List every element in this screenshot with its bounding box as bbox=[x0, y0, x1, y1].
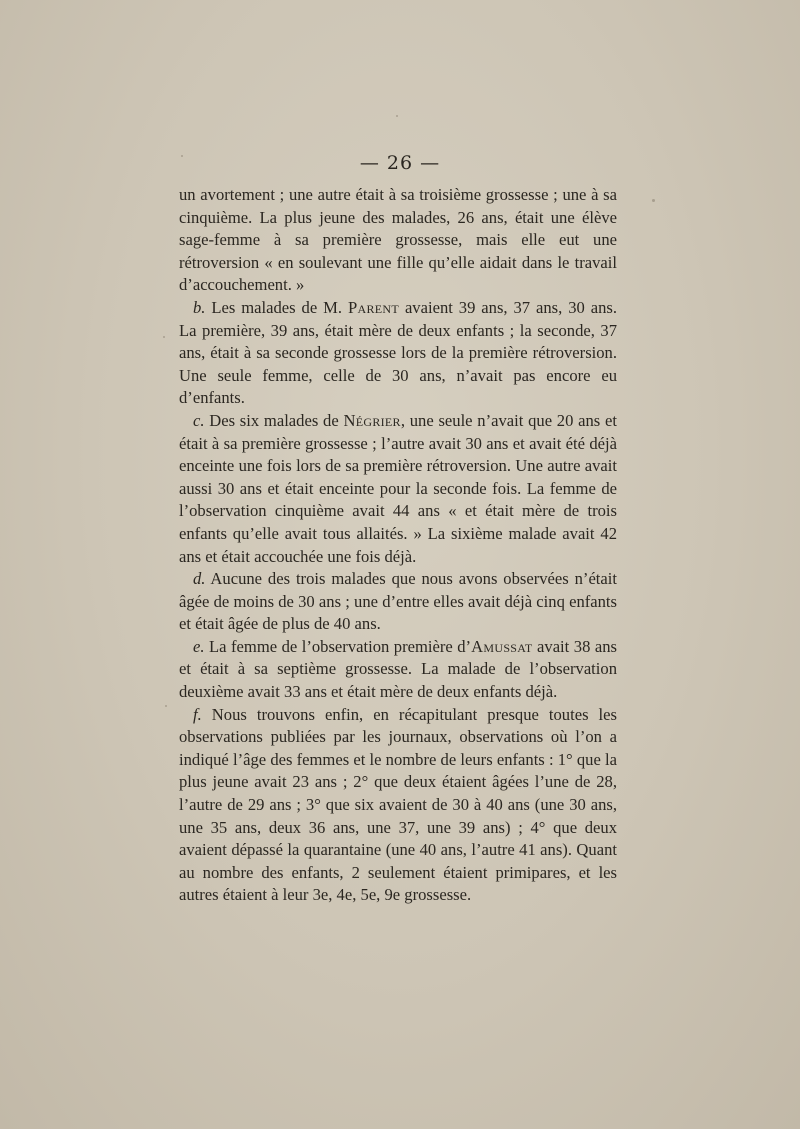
paragraph-text: Les malades de M. bbox=[205, 297, 348, 317]
paragraph-intro bbox=[179, 184, 617, 297]
author-name: Parent bbox=[347, 297, 400, 317]
paragraph-text: Nous trouvons enfin, en récapitulant presque toutes les observations publiées par les journaux, observations où l’on a indiqué l’âge des femmes et le nombre de leurs enfants : 1° que la plus jeune avait 23 ans ; 2° que deux étaient âgées l’une de 28, l’autre de 29 ans ; 3° que six avaient de 30 à 40 ans (une 30 ans, une 35 ans, deux 36 ans, une 37, une 39 ans) ; 4° que deux avaient dépassé la quarantaine (une 40 ans, l’autre 41 ans). Quant au nombre des enfants, 2 seulement étaient primipares, et les autres étaient à leur 3e, 4e, 5e, 9e grossesse. bbox=[179, 704, 617, 905]
author-name: Amussat bbox=[471, 636, 533, 656]
item-letter: c. bbox=[193, 410, 205, 430]
paragraph-text: un avortement ; une autre était à sa troisième grossesse ; une à sa cinquième. La plus jeune des malades, 26 ans, était une élève sage-femme à sa première grossesse, mais elle eut une rétroversion « en soulevant une fille qu’elle aidait dans le travail d’accouchement. » bbox=[179, 185, 617, 295]
paragraph-text: , une seule n’avait que 20 ans et était à sa première grossesse ; l’autre avait 30 ans et avait été déjà enceinte une fois lors de sa première rétroversion. Une autre avait aussi 30 ans et était enceinte pour la seconde fois. La femme de l’observation cinquième avait 44 ans « et était mère de trois enfants qu’elle avait tous allaités. » La sixième malade avait 42 ans et était accouchée une fois déjà. bbox=[179, 410, 617, 566]
paragraph-text: La femme de l’observation première d’ bbox=[204, 636, 472, 656]
paper-speck bbox=[181, 155, 183, 157]
item-letter: e. bbox=[193, 636, 205, 656]
item-letter: d. bbox=[193, 569, 206, 589]
paragraph-c bbox=[179, 410, 617, 568]
paper-speck bbox=[396, 115, 398, 117]
paragraph-e bbox=[179, 636, 617, 704]
page-number: — 26 — bbox=[359, 152, 441, 174]
item-letter: f. bbox=[193, 704, 202, 724]
item-letter: b. bbox=[193, 297, 206, 317]
paragraph-d bbox=[179, 568, 617, 636]
paragraph-text: Des six malades de bbox=[204, 410, 344, 430]
paper-speck bbox=[652, 199, 655, 202]
paragraph-text: Aucune des trois malades que nous avons observées n’était âgée de moins de 30 ans ; une d’entre elles avait déjà cinq enfants et était âgée de plus de 40 ans. bbox=[179, 569, 617, 634]
paper-speck bbox=[165, 705, 167, 707]
author-name: Négrier bbox=[343, 410, 401, 430]
paragraph-b bbox=[179, 297, 617, 410]
paragraph-f bbox=[179, 704, 617, 907]
paper-speck bbox=[163, 336, 165, 338]
paragraph-text: avait 38 ans et était à sa septième grossesse. La malade de l’observation deuxième avait 33 ans et était mère de deux enfants déjà. bbox=[179, 636, 617, 702]
paragraph-text: avaient 39 ans, 37 ans, 30 ans. La première, 39 ans, était mère de deux enfants ; la seconde, 37 ans, était à sa seconde grossesse lors de la première rétroversion. Une seule femme, celle de 30 ans, n’avait pas encore eu d’enfants. bbox=[179, 297, 617, 408]
body-text bbox=[179, 184, 617, 907]
